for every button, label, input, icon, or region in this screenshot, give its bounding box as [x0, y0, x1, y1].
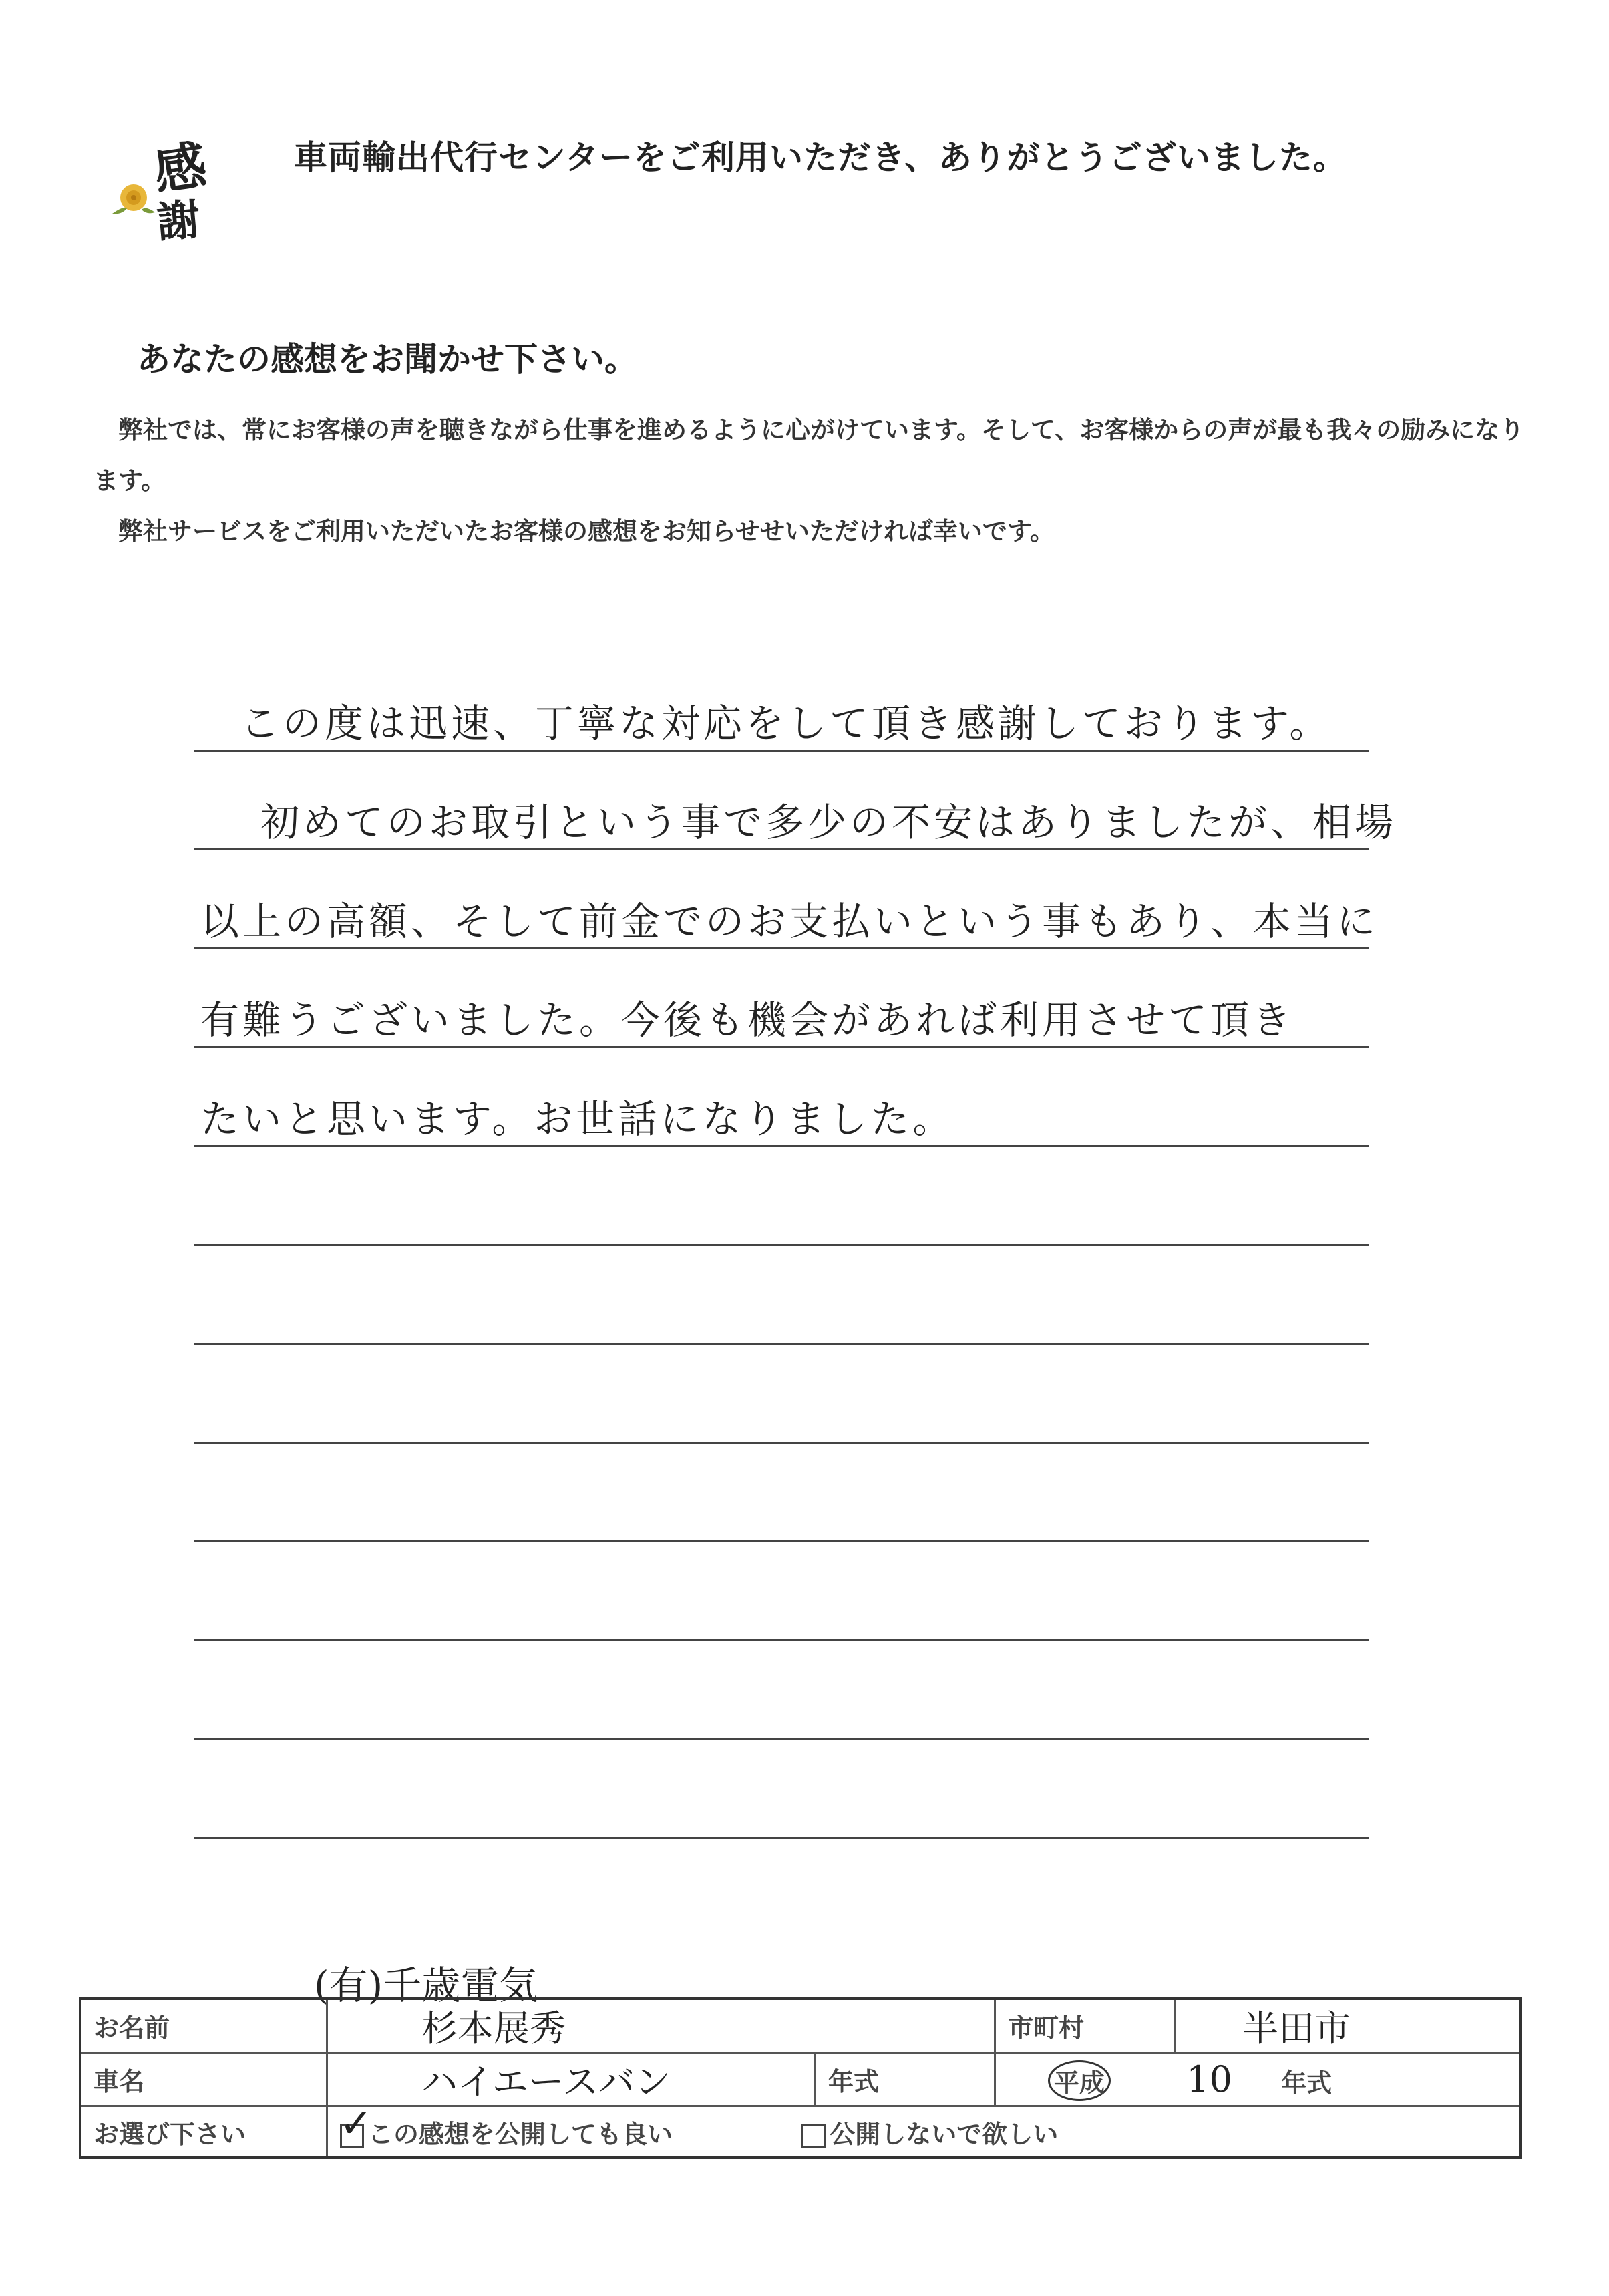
- comment-line-text: 以上の高額、そして前金でのお支払いという事もあり、本当に: [200, 898, 1379, 944]
- rose-icon: [107, 174, 160, 227]
- comment-line-text: 有難うございました。今後も機会があれば利用させて頂き: [200, 997, 1295, 1043]
- form-row-choice: [80, 2106, 1520, 2158]
- ruled-line: [194, 1837, 1369, 1839]
- name-value: 杉本展秀: [327, 1999, 995, 2053]
- ruled-line: [194, 1046, 1369, 1048]
- era-heisei: 平成: [1048, 2060, 1111, 2101]
- city-value: 半田市: [1175, 1999, 1521, 2053]
- ruled-line: [194, 1343, 1369, 1345]
- ruled-line: [194, 1639, 1369, 1641]
- ruled-line: [194, 1540, 1369, 1542]
- ruled-line: [194, 1738, 1369, 1740]
- year-label: 年式: [816, 2053, 995, 2106]
- comment-line-text: たいと思います。お世話になりました。: [200, 1096, 955, 1142]
- comment-line-text: この度は迅速、丁寧な対応をして頂き感謝しております。: [240, 701, 1332, 746]
- ruled-line: [194, 1442, 1369, 1444]
- ruled-line: [194, 1244, 1369, 1246]
- city-label: 市町村: [995, 1999, 1175, 2053]
- comment-line-text: 初めてのお取引という事で多少の不安はありましたが、相場: [260, 800, 1397, 845]
- form-row-car: [80, 2053, 1520, 2106]
- feedback-heading: あなたの感想をお聞かせ下さい。: [137, 340, 638, 379]
- page-title: 車両輸出代行センターをご利用いただき、ありがとうございました。: [294, 138, 1347, 177]
- ruled-line: [194, 750, 1369, 752]
- logo-kanji-top: 感: [150, 134, 210, 202]
- customer-info-form: [79, 1997, 1522, 2159]
- publish-checkbox[interactable]: [340, 2124, 364, 2148]
- publish-option-label: この感想を公開しても良い: [368, 2119, 673, 2149]
- intro-paragraph-2: 弊社サービスをご利用いただいたお客様の感想をお知らせせいただければ幸いです。: [94, 517, 1055, 546]
- private-option-label: 公開しないで欲しい: [830, 2119, 1059, 2149]
- choose-label: お選び下さい: [80, 2106, 327, 2158]
- car-value: ハイエースバン: [327, 2053, 816, 2106]
- year-suffix: 年式: [1281, 2068, 1332, 2098]
- year-cell: [995, 2053, 1521, 2106]
- thanks-logo: [107, 127, 234, 254]
- intro-paragraph-1: 弊社では、常にお客様の声を聴きながら仕事を進めるように心がけています。そして、お客様からの声が最も我々の励みになります。: [94, 416, 1525, 495]
- year-value: 10: [1186, 2058, 1232, 2100]
- ruled-line: [194, 947, 1369, 949]
- intro-text: [94, 405, 1530, 557]
- company-name-note: (有)千歳電気: [314, 1963, 538, 2008]
- car-label: 車名: [80, 2053, 327, 2106]
- name-label: お名前: [80, 1999, 327, 2053]
- ruled-line: [194, 1145, 1369, 1147]
- logo-kanji-bottom: 謝: [155, 194, 202, 249]
- choice-cell: [327, 2106, 1521, 2158]
- form-row-name: [80, 1999, 1520, 2053]
- private-checkbox[interactable]: [801, 2124, 826, 2148]
- ruled-line: [194, 848, 1369, 850]
